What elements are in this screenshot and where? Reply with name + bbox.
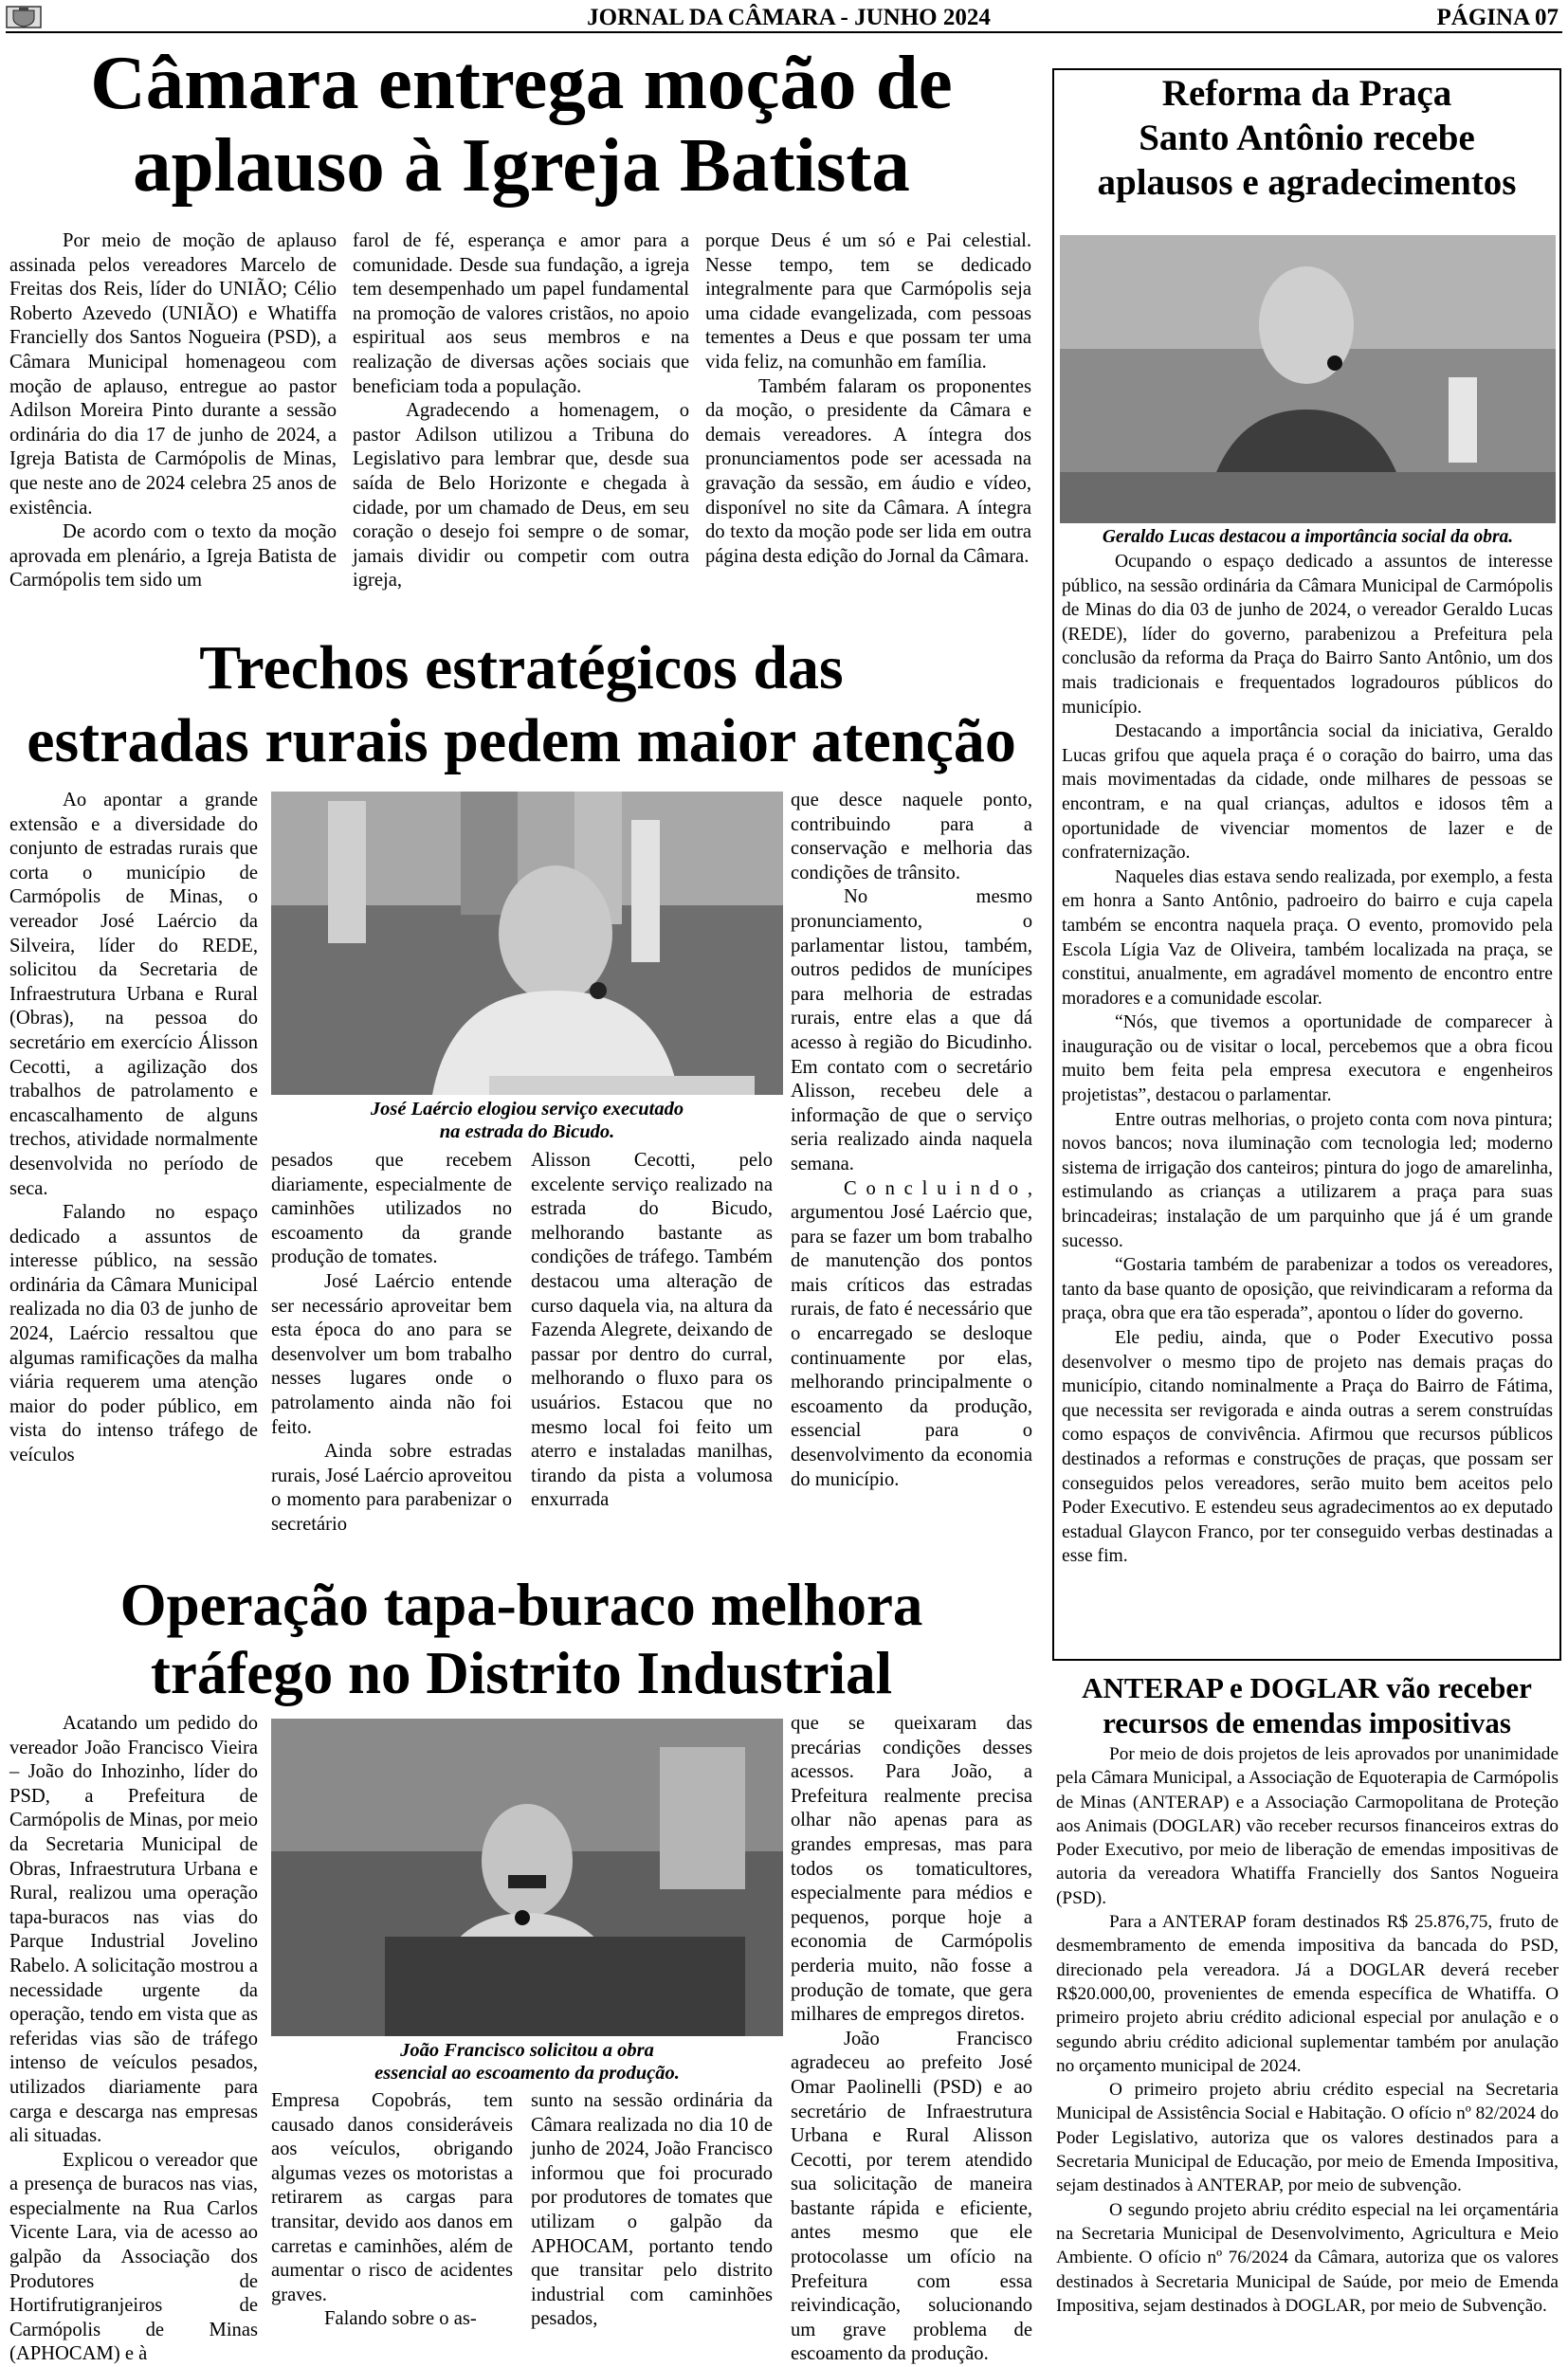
story2-caption-line1: José Laércio elogiou serviço executado: [370, 1099, 684, 1120]
story3-caption-line2: essencial ao escoamento da produção.: [374, 2063, 680, 2084]
paragraph: farol de fé, esperança e amor para a comunidade. Desde sua fundação, a igreja tem desempenhado um papel fundamental na promoção de valores cristãos, no apoio espiritual aos seus membros e na realização de diversas ações sociais que beneficiam toda a população.: [353, 230, 689, 397]
joao-francisco-photo: [271, 1719, 783, 2036]
story4-title-line1: Reforma da Praça: [1161, 73, 1452, 114]
paragraph: Ainda sobre estradas rurais, José Laércio aproveitou o momento para parabenizar o secretário: [271, 1441, 512, 1535]
paragraph: Por meio de dois projetos de leis aprovados por unanimidade pela Câmara Municipal, a Associação de Equoterapia de Carmópolis de Minas (ANTERAP) e a Associação Carmopolitana de Proteção aos Animais (DOGLAR) vão receber recursos financeiros extras do Poder Executivo, por meio de liberação de emendas impositivas de autoria da vereadora Whatiffa Francielly dos Santos Nogueira (PSD).: [1056, 1744, 1559, 1908]
story3-title: [9, 1571, 1033, 1708]
paragraph: Acatando um pedido do vereador João Francisco Vieira – João do Inhozinho, líder do PSD, a Prefeitura de Carmópolis de Minas, por meio da Secretaria Municipal de Obras, Infraestrutura Urbana e Rural, realizou uma operação tapa-buracos nas vias do Parque Industrial Jovelino Rabelo. A solicitação mostrou a necessidade urgente da operação, tendo em vista que as referidas vias são de tráfego intenso de veículos pesados, utilizados diariamente para carga e descarga nas empresas ali situadas.: [9, 1713, 258, 2147]
paragraph: Falando sobre o as-: [324, 2308, 477, 2330]
story3-caption-line1: João Francisco solicitou a obra: [400, 2040, 654, 2061]
story3-title-line2: tráfego no Distrito Industrial: [150, 1640, 893, 1707]
paragraph: Explicou o vereador que a presença de buracos nas vias, especialmente na Rua Carlos Vicente Lara, via de acesso ao galpão da Associação dos Produtores de Hortifrutigranjeiros de Carmópolis de Minas (APHOCAM) e à: [9, 2149, 258, 2365]
story3-title-line1: Operação tapa-buraco melhora: [119, 1572, 923, 1638]
story2-col3: [531, 1149, 773, 1513]
story5-title-line1: ANTERAP e DOGLAR vão receber: [1082, 1671, 1532, 1704]
story3-col2: [271, 2089, 513, 2332]
paragraph: sunto na sessão ordinária da Câmara realizada no dia 10 de junho de 2024, João Francisco informou que foi procurado por produtores de tomates que utilizam o galpão da APHOCAM, portanto tendo que transitar pelo distrito industrial com caminhões pesados,: [531, 2090, 773, 2330]
paragraph: Também falaram os proponentes da moção, o presidente da Câmara e demais vereadores. A íntegra dos pronunciamentos pode ser acessada na gravação da sessão, em áudio e vídeo, disponível no site da Câmara. A íntegra do texto da moção pode ser lida em outra página desta edição do Jornal da Câmara.: [705, 375, 1031, 567]
paragraph: “Nós, que tivemos a oportunidade de comparecer à inauguração ou de visitar o local, percebemos que a obra ficou muito bem feita pela empresa executora e engenheiros projetistas”, destacou o parlamentar.: [1062, 1012, 1553, 1106]
story2-col4: [791, 789, 1032, 1492]
paragraph: que se queixaram das precárias condições desses acessos. Para João, a Prefeitura realmente precisa olhar não apenas para as grandes empresas, mas para todos os tomaticultores, especialmente para médios e pequenos, porque hoje a economia de Carmópolis perderia muito, não fosse a produção de tomate, que gera milhares de empregos diretos.: [791, 1713, 1032, 2026]
header-rule: [6, 31, 1562, 33]
coat-of-arms-icon: [6, 6, 42, 28]
paragraph: De acordo com o texto da moção aprovada em plenário, a Igreja Batista de Carmópolis tem sido um: [9, 521, 337, 592]
story4-title: [1054, 72, 1559, 205]
story2-caption: [271, 1098, 783, 1143]
paragraph: “Gostaria também de parabenizar a todos os vereadores, tanto da base quanto de oposição, que reivindicaram a reforma da praça, obra que era tão esperada”, apontou o líder do governo.: [1062, 1255, 1553, 1324]
story1-col3: [705, 229, 1031, 569]
story2-col1: [9, 789, 258, 1468]
story3-col3: [531, 2089, 773, 2332]
story5-title-line2: recursos de emendas impositivas: [1103, 1706, 1511, 1740]
story4-title-line3: aplausos e agradecimentos: [1097, 161, 1517, 203]
paragraph: que desce naquele ponto, contribuindo para a conservação e melhoria das condições de trânsito.: [791, 790, 1032, 883]
story2-title-line2: estradas rurais pedem maior atenção: [27, 705, 1016, 775]
story1-title-line1: Câmara entrega moção de: [90, 40, 953, 125]
story2-title-line1: Trechos estratégicos das: [199, 633, 844, 702]
paragraph: Naqueles dias estava sendo realizada, por exemplo, a festa em honra a Santo Antônio, padroeiro do bairro e cuja capela também se encontra naquela praça. O evento, promovido pela Escola Lígia Vaz de Oliveira, também localizada na praça, se constitui, anualmente, em agradável momento de encontro entre moradores e a comunidade escolar.: [1062, 866, 1553, 1009]
story2-col2: [271, 1149, 512, 1538]
paragraph: Para a ANTERAP foram destinados R$ 25.876,75, fruto de desmembramento de emenda impositiva da bancada do PSD, direcionado pela vereadora. Já a DOGLAR deverá receber R$20.000,00, provenientes de emenda específica de Whatiffa. O primeiro projeto abriu crédito adicional especial por anulação e o segundo abriu crédito adicional suplementar também por anulação no orçamento municipal de 2024.: [1056, 1912, 1559, 2076]
paragraph: Destacando a importância social da iniciativa, Geraldo Lucas grifou que aquela praça é o coração do bairro, uma das mais movimentadas da cidade, onde milhares de pessoas se encontram, e na qual crianças, adultos e idosos têm a oportunidade de vivenciar momentos de lazer e de confraternização.: [1062, 721, 1553, 864]
paragraph: No mesmo pronunciamento, o parlamentar listou, também, outros pedidos de munícipes para melhoria de estradas rurais, entre elas a que dá acesso à região do Bicudinho. Em contato com o secretário Alisson, recebeu dele a informação de que o serviço seria realizado ainda naquela semana.: [791, 886, 1032, 1174]
journal-title: JORNAL DA CÂMARA - JUNHO 2024: [587, 5, 991, 30]
paragraph: O primeiro projeto abriu crédito especial na Secretaria Municipal de Assistência Social e Habitação. O ofício nº 82/2024 do Poder Legislativo, autoriza que os valores destinados para a Secretaria Municipal de Educação, por meio de Emenda Impositiva, sejam destinados à ANTERAP, por meio de subvenção.: [1056, 2080, 1559, 2196]
paragraph: C o n c l u i n d o , argumentou José Laércio que, para se fazer um bom trabalho de manutenção dos pontos mais críticos das estradas rurais, de fato é necessário que o encarregado se desloque continuamente por elas, melhorando principalmente o escoamento da produção, essencial para o desenvolvimento da economia do município.: [791, 1177, 1032, 1490]
geraldo-lucas-photo: [1060, 235, 1556, 523]
paragraph: Entre outras melhorias, o projeto conta com nova pintura; novos bancos; nova iluminação com tecnologia led; moderno sistema de irrigação dos canteiros; pintura do jogo de amarelinha, estimulando as crianças a utilizarem a praça para suas brincadeiras; instalação de um parquinho que já é um grande sucesso.: [1062, 1109, 1553, 1251]
paragraph: Agradecendo a homenagem, o pastor Adilson utilizou a Tribuna do Legislativo para lembrar que, desde sua saída de Belo Horizonte e chegada à cidade, por um chamado de Deus, em seu coração o desejo foi sempre o de somar, jamais dividir ou competir com outra igreja,: [353, 400, 689, 592]
jose-laercio-photo: [271, 792, 783, 1095]
page-number: PÁGINA 07: [1436, 5, 1559, 30]
story1-col1: [9, 229, 337, 593]
story5-title: [1052, 1670, 1561, 1740]
paragraph: Ocupando o espaço dedicado a assuntos de interesse público, na sessão ordinária da Câmara Municipal de Carmópolis de Minas do dia 03 de junho de 2024, o vereador Geraldo Lucas (REDE), líder do governo, parabenizou a Prefeitura pela conclusão da reforma da Praça do Bairro Santo Antônio, um dos mais tradicionais e frequentados logradouros públicos do município.: [1062, 552, 1553, 718]
story1-title: [9, 42, 1033, 208]
paragraph: José Laércio entende ser necessário aproveitar bem esta época do ano para se desenvolver um bom trabalho nesses lugares onde o patrolamento ainda não foi feito.: [271, 1270, 512, 1438]
story1-title-line2: aplauso à Igreja Batista: [133, 122, 910, 209]
paragraph: Empresa Copobrás, tem causado danos consideráveis aos veículos, obrigando algumas vezes os motoristas a retirarem as cargas para transitar, devido aos danos em carretas e caminhões, além de aumentar o risco de acidentes graves.: [271, 2090, 513, 2305]
paragraph: porque Deus é um só e Pai celestial. Nesse tempo, tem se dedicado integralmente para que Carmópolis seja uma cidade evangelizada, com pessoas tementes a Deus e que possam ter uma vida feliz, na comunhão em família.: [705, 230, 1031, 373]
story5-body: [1056, 1742, 1559, 2318]
story3-col1: [9, 1712, 258, 2367]
story3-col4: [791, 1712, 1032, 2367]
paragraph: pesados que recebem diariamente, especialmente de caminhões utilizados no escoamento da grande produção de tomates.: [271, 1150, 512, 1268]
story4-caption: Geraldo Lucas destacou a importância social da obra.: [1102, 527, 1514, 547]
story2-title: [9, 632, 1033, 777]
story1-col2: [353, 229, 689, 593]
paragraph: Ele pediu, ainda, que o Poder Executivo possa desenvolver o mesmo tipo de projeto nas demais praças do município, citando nominalmente a Praça do Bairro de Fátima, que necessita ser revigorada e ainda outras a serem construídas como espaços de convivência. Afirmou que recursos públicos destinados a reformas e construções de praças, que possam ser conseguidos pelos vereadores, serão muito bem aceitos pelo Poder Executivo. E estendeu seus agradecimentos ao ex deputado estadual Glaycon Franco, por ter conseguido verbas destinadas a esse fim.: [1062, 1328, 1553, 1567]
paragraph: Falando no espaço dedicado a assuntos de interesse público, na sessão ordinária da Câmara Municipal realizada no dia 03 de junho de 2024, Laércio ressaltou que algumas ramificações da malha viária requerem uma atenção maior do poder público, em vista do intenso tráfego de veículos: [9, 1202, 258, 1466]
paragraph: Alisson Cecotti, pelo excelente serviço realizado na estrada do Bicudo, melhorando bastante as condições de tráfego. Também destacou uma alteração de curso daquela via, na altura da Fazenda Alegrete, deixando de passar por dentro do curral, melhorando o fluxo para os usuários. Estacou que no mesmo local foi feito um aterro e instaladas manilhas, tirando da pista a volumosa enxurrada: [531, 1150, 773, 1511]
story4-body: [1062, 550, 1553, 1569]
paragraph: João Francisco agradeceu ao prefeito José Omar Paolinelli (PSD) e ao secretário de Infraestrutura Urbana e Rural Alisson Cecotti, por terem atendido sua solicitação de maneira bastante rápida e eficiente, antes mesmo que ele protocolasse um ofício na Prefeitura com essa reivindicação, solucionando um grave problema de escoamento da produção.: [791, 2028, 1032, 2365]
paragraph: Ao apontar a grande extensão e a diversidade do conjunto de estradas rurais que corta o município de Carmópolis de Minas, o vereador José Laércio da Silveira, líder do REDE, solicitou da Secretaria de Infraestrutura Urbana e Rural (Obras), na pessoa do secretário em exercício Álisson Cecotti, a agilização dos trabalhos de patrolamento e encascalhamento de alguns trechos, atividade normalmente desenvolvida no período de seca.: [9, 790, 258, 1199]
story3-caption: [271, 2039, 783, 2085]
story4-title-line2: Santo Antônio recebe: [1139, 117, 1475, 158]
paragraph: O segundo projeto abriu crédito especial na lei orçamentária na Secretaria Municipal de Desenvolvimento, Agricultura e Meio Ambiente. O ofício nº 76/2024 da Câmara, autoriza que os valores destinados à Secretaria Municipal de Saúde, por meio de Emenda Impositiva, sejam destinados à DOGLAR, por meio de Subvenção.: [1056, 2199, 1559, 2316]
story2-caption-line2: na estrada do Bicudo.: [439, 1121, 615, 1142]
paragraph: Por meio de moção de aplauso assinada pelos vereadores Marcelo de Freitas dos Reis, líder do UNIÃO; Célio Roberto Azevedo (UNIÃO) e Whatiffa Francielly dos Santos Nogueira (PSD), a Câmara Municipal homenageou com moção de aplauso, entregue ao pastor Adilson Moreira Pinto durante a sessão ordinária do dia 17 de junho de 2024, a Igreja Batista de Carmópolis de Minas, que neste ano de 2024 celebra 25 anos de existência.: [9, 230, 337, 519]
